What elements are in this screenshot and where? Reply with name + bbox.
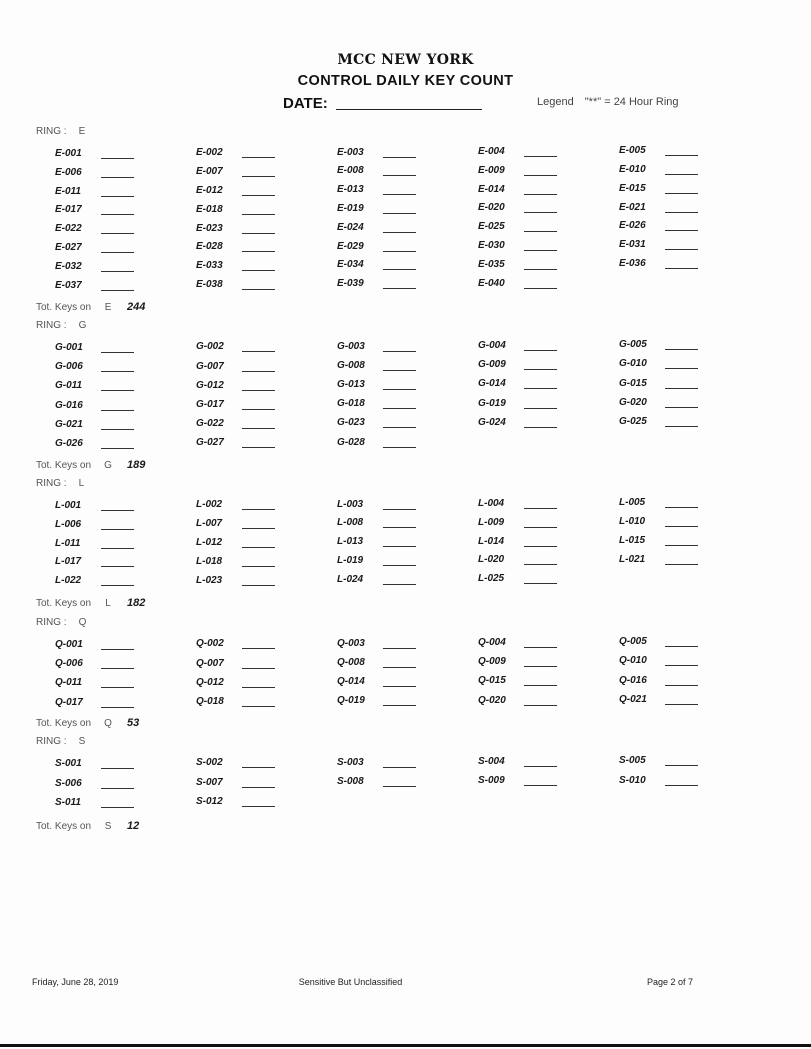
ring-total-letter: S (104, 821, 112, 832)
key-count-blank[interactable] (242, 566, 275, 567)
document-subtitle: CONTROL DAILY KEY COUNT (297, 73, 514, 89)
key-label: E-015 (619, 182, 646, 194)
key-count-blank[interactable] (383, 786, 416, 787)
key-count-blank[interactable] (101, 448, 134, 449)
key-label: E-026 (619, 220, 646, 232)
key-label: L-001 (55, 500, 82, 511)
key-label: G-021 (55, 418, 83, 430)
key-label: E-023 (196, 222, 223, 234)
ring-total-count: 12 (127, 820, 140, 832)
key-count-blank[interactable] (665, 388, 698, 389)
ring-letter: L (78, 478, 85, 489)
key-label: Q-012 (196, 676, 224, 688)
key-label: E-011 (55, 185, 81, 197)
key-label: G-013 (337, 379, 365, 390)
key-label: L-024 (337, 573, 364, 585)
ring-label (36, 126, 85, 137)
key-label: S-012 (196, 796, 223, 808)
key-count-blank[interactable] (524, 175, 557, 176)
key-label: G-024 (478, 416, 506, 428)
key-label: Q-019 (337, 695, 365, 707)
key-count-blank[interactable] (665, 665, 698, 666)
key-label: Q-018 (196, 695, 224, 707)
footer-date: Friday, June 28, 2019 (32, 977, 119, 987)
ring-total (36, 820, 139, 832)
key-count-blank[interactable] (101, 352, 134, 353)
key-count-blank[interactable] (101, 390, 134, 391)
key-label: E-009 (478, 164, 505, 176)
key-count-blank[interactable] (101, 158, 134, 159)
key-count-blank[interactable] (524, 250, 557, 251)
ring-letter: E (78, 126, 86, 137)
key-count-blank[interactable] (383, 667, 416, 668)
key-count-blank[interactable] (101, 510, 134, 511)
key-count-blank[interactable] (665, 507, 698, 508)
key-count-blank[interactable] (383, 447, 416, 448)
key-count-blank[interactable] (665, 646, 698, 647)
key-label: L-005 (619, 497, 646, 509)
key-label: G-008 (337, 359, 365, 371)
key-count-blank[interactable] (524, 408, 557, 409)
key-count-blank[interactable] (383, 767, 416, 768)
key-label: G-002 (196, 341, 224, 353)
key-label: G-019 (478, 397, 506, 409)
ring-total-letter: G (104, 460, 112, 471)
key-label: G-007 (196, 360, 224, 372)
key-count-blank[interactable] (524, 785, 557, 786)
key-label: Q-002 (196, 638, 224, 650)
key-count-blank[interactable] (101, 548, 134, 549)
key-count-blank[interactable] (242, 371, 275, 372)
key-count-blank[interactable] (524, 231, 557, 232)
key-count-blank[interactable] (524, 288, 557, 289)
key-label: L-017 (55, 556, 82, 568)
key-label: Q-010 (619, 655, 647, 667)
key-count-blank[interactable] (242, 585, 275, 586)
key-label: Q-014 (337, 676, 365, 687)
key-label: E-004 (478, 145, 505, 157)
key-label: L-022 (55, 575, 82, 587)
key-label: S-006 (55, 777, 82, 789)
key-label: L-014 (478, 535, 505, 547)
key-label: G-011 (55, 380, 83, 392)
ring-label-prefix: RING : (36, 736, 67, 747)
key-count-blank[interactable] (524, 369, 557, 370)
key-count-blank[interactable] (383, 213, 416, 214)
ring-total-count: 244 (127, 301, 146, 313)
key-label: G-018 (337, 398, 365, 410)
key-label: E-027 (55, 242, 82, 253)
key-label: E-037 (55, 279, 82, 291)
key-count-blank[interactable] (101, 668, 134, 669)
key-label: L-025 (478, 573, 505, 585)
key-label: G-022 (196, 418, 224, 430)
key-count-blank[interactable] (665, 526, 698, 527)
ring-total-count: 53 (127, 717, 140, 729)
ring-label-prefix: RING : (36, 617, 67, 628)
ring-letter: G (78, 320, 87, 331)
key-count-blank[interactable] (524, 546, 557, 547)
key-count-blank[interactable] (242, 687, 275, 688)
scan-edge-line (0, 1044, 811, 1047)
document-title: MCC NEW YORK (337, 52, 474, 68)
key-label: G-017 (196, 398, 224, 410)
key-label: E-032 (55, 260, 82, 272)
key-count-blank[interactable] (242, 509, 275, 510)
key-count-blank[interactable] (524, 269, 557, 270)
key-count-blank[interactable] (242, 806, 275, 807)
key-label: L-015 (619, 534, 646, 546)
key-count-blank[interactable] (242, 289, 275, 290)
key-count-blank[interactable] (383, 288, 416, 289)
key-count-blank[interactable] (101, 214, 134, 215)
key-label: L-011 (55, 537, 81, 549)
key-count-blank[interactable] (383, 389, 416, 390)
key-count-blank[interactable] (242, 251, 275, 252)
key-label: E-028 (196, 241, 223, 253)
key-count-blank[interactable] (101, 290, 134, 291)
ring-label (36, 736, 85, 747)
ring-total (36, 717, 139, 729)
ring-label-prefix: RING : (36, 320, 67, 331)
key-count-blank[interactable] (383, 686, 416, 687)
key-label: L-003 (337, 498, 364, 510)
key-count-blank[interactable] (383, 157, 416, 158)
ring-total (36, 459, 145, 471)
key-count-blank[interactable] (383, 175, 416, 176)
key-label: Q-016 (619, 674, 647, 686)
key-label: G-004 (478, 339, 506, 351)
key-label: G-020 (619, 396, 647, 408)
key-label: Q-021 (619, 693, 647, 705)
key-label: Q-007 (196, 657, 224, 669)
key-count-blank[interactable] (524, 212, 557, 213)
key-count-blank[interactable] (242, 668, 275, 669)
ring-total (36, 301, 145, 313)
key-label: S-010 (619, 774, 646, 786)
key-label: G-023 (337, 417, 365, 429)
key-label: G-025 (619, 416, 647, 427)
key-label: E-040 (478, 277, 505, 289)
key-label: G-006 (55, 361, 83, 373)
key-count-blank[interactable] (101, 371, 134, 372)
key-count-blank[interactable] (101, 707, 134, 708)
key-label: Q-017 (55, 696, 83, 708)
key-label: S-009 (478, 775, 505, 787)
key-label: E-021 (619, 201, 646, 213)
key-count-blank[interactable] (665, 545, 698, 546)
key-label: E-003 (337, 146, 364, 158)
key-count-blank[interactable] (665, 249, 698, 250)
key-count-blank[interactable] (524, 194, 557, 195)
key-count-blank[interactable] (383, 194, 416, 195)
key-count-blank[interactable] (242, 528, 275, 529)
key-label: E-001 (55, 148, 82, 159)
key-count-blank[interactable] (383, 269, 416, 270)
ring-total (36, 597, 145, 609)
key-count-blank[interactable] (665, 704, 698, 705)
ring-label (36, 617, 86, 628)
key-count-blank[interactable] (101, 585, 134, 586)
key-count-blank[interactable] (383, 648, 416, 649)
ring-total-count: 182 (127, 597, 146, 609)
key-count-blank[interactable] (101, 410, 134, 411)
key-label: L-019 (337, 555, 364, 566)
key-count-blank[interactable] (242, 547, 275, 548)
ring-total-count: 189 (127, 459, 146, 471)
key-label: E-017 (55, 204, 82, 216)
key-count-blank[interactable] (524, 666, 557, 667)
key-count-blank[interactable] (665, 268, 698, 269)
key-label: S-003 (337, 756, 364, 768)
key-label: S-007 (196, 776, 223, 788)
key-count-blank[interactable] (383, 527, 416, 528)
key-label: E-012 (196, 184, 223, 196)
key-count-blank[interactable] (383, 232, 416, 233)
key-label: Q-001 (55, 639, 83, 650)
key-label: E-024 (337, 221, 364, 233)
key-count-blank[interactable] (524, 705, 557, 706)
legend-label: Legend (537, 96, 574, 108)
date-label: DATE: (283, 95, 328, 112)
key-label: L-009 (478, 516, 505, 528)
key-label: L-007 (196, 518, 223, 530)
key-label: Q-011 (55, 677, 83, 689)
key-label: Q-008 (337, 656, 365, 668)
ring-letter: Q (78, 617, 87, 628)
ring-total-prefix: Tot. Keys on (36, 302, 92, 313)
key-label: E-039 (337, 278, 364, 290)
key-label: L-013 (337, 536, 364, 548)
key-count-blank[interactable] (383, 251, 416, 252)
key-count-blank[interactable] (101, 429, 134, 430)
key-label: S-011 (55, 797, 81, 808)
key-count-blank[interactable] (524, 685, 557, 686)
key-count-blank[interactable] (242, 195, 275, 196)
key-count-blank[interactable] (242, 648, 275, 649)
key-label: E-030 (478, 239, 505, 251)
ring-label (36, 478, 84, 489)
key-count-blank[interactable] (665, 407, 698, 408)
key-count-blank[interactable] (242, 787, 275, 788)
key-count-blank[interactable] (665, 212, 698, 213)
key-label: E-006 (55, 166, 82, 178)
key-label: E-010 (619, 164, 646, 175)
ring-total-prefix: Tot. Keys on (36, 821, 92, 832)
key-count-blank[interactable] (383, 351, 416, 352)
key-count-blank[interactable] (665, 230, 698, 231)
ring-total-letter: Q (104, 718, 112, 729)
key-count-blank[interactable] (524, 583, 557, 584)
key-count-blank[interactable] (101, 233, 134, 234)
ring-label-prefix: RING : (36, 478, 67, 489)
key-count-blank[interactable] (524, 647, 557, 648)
key-count-blank[interactable] (524, 564, 557, 565)
key-count-blank[interactable] (101, 687, 134, 688)
key-label: E-007 (196, 166, 223, 178)
key-label: G-005 (619, 339, 647, 351)
key-label: S-008 (337, 776, 364, 788)
footer-classification: Sensitive But Unclassified (298, 977, 403, 987)
key-count-blank[interactable] (665, 368, 698, 369)
key-label: E-022 (55, 223, 82, 235)
key-label: E-035 (478, 258, 505, 270)
key-label: L-002 (196, 499, 223, 511)
key-count-blank[interactable] (242, 270, 275, 271)
key-label: L-018 (196, 555, 223, 567)
key-label: Q-020 (478, 694, 506, 706)
key-count-blank[interactable] (524, 350, 557, 351)
key-count-blank[interactable] (383, 509, 416, 510)
key-label: Q-004 (478, 636, 506, 648)
key-count-blank[interactable] (101, 768, 134, 769)
key-count-blank[interactable] (242, 428, 275, 429)
key-count-blank[interactable] (101, 649, 134, 650)
key-count-blank[interactable] (242, 176, 275, 177)
key-label: L-012 (196, 536, 223, 548)
key-count-blank[interactable] (665, 685, 698, 686)
key-count-blank[interactable] (665, 193, 698, 194)
key-label: L-008 (337, 517, 364, 529)
key-label: E-038 (196, 278, 223, 290)
key-label: E-033 (196, 260, 223, 272)
key-label: G-009 (478, 359, 506, 371)
key-count-blank[interactable] (242, 706, 275, 707)
key-label: E-020 (478, 202, 505, 214)
key-label: G-014 (478, 378, 506, 390)
key-count-blank[interactable] (101, 196, 134, 197)
key-label: E-029 (337, 240, 364, 252)
key-count-blank[interactable] (665, 155, 698, 156)
key-count-blank[interactable] (383, 427, 416, 428)
key-label: E-005 (619, 145, 646, 157)
key-label: G-026 (55, 438, 83, 449)
key-label: G-027 (196, 437, 224, 449)
key-label: G-028 (337, 436, 365, 448)
key-label: G-001 (55, 342, 83, 353)
ring-label-prefix: RING : (36, 126, 67, 137)
key-label: G-015 (619, 377, 647, 389)
legend (537, 96, 679, 108)
key-count-blank[interactable] (524, 156, 557, 157)
key-label: E-036 (619, 258, 646, 269)
ring-label (36, 320, 86, 331)
key-count-blank[interactable] (242, 233, 275, 234)
key-label: G-003 (337, 340, 365, 352)
key-label: Q-009 (478, 656, 506, 668)
key-label: S-004 (478, 755, 505, 767)
ring-total-prefix: Tot. Keys on (36, 598, 92, 609)
key-count-blank[interactable] (242, 409, 275, 410)
key-count-blank[interactable] (242, 390, 275, 391)
key-count-blank[interactable] (101, 788, 134, 789)
key-count-blank[interactable] (101, 807, 134, 808)
key-label: E-031 (619, 239, 646, 251)
key-label: E-013 (337, 184, 364, 196)
key-count-blank[interactable] (383, 408, 416, 409)
legend-text: "**" = 24 Hour Ring (584, 96, 679, 108)
key-count-blank[interactable] (242, 157, 275, 158)
key-count-blank[interactable] (524, 527, 557, 528)
key-label: L-023 (196, 574, 223, 586)
key-label: S-005 (619, 755, 646, 767)
key-count-blank[interactable] (101, 566, 134, 567)
key-count-blank[interactable] (524, 508, 557, 509)
date-field-line (336, 109, 482, 110)
key-count-blank[interactable] (524, 427, 557, 428)
key-count-blank[interactable] (383, 565, 416, 566)
key-count-blank[interactable] (242, 767, 275, 768)
key-label: E-025 (478, 221, 505, 233)
key-count-blank[interactable] (242, 214, 275, 215)
key-label: L-010 (619, 516, 646, 527)
key-count-blank[interactable] (383, 546, 416, 547)
key-label: L-006 (55, 518, 82, 530)
key-count-blank[interactable] (242, 447, 275, 448)
key-count-blank[interactable] (665, 765, 698, 766)
key-label: G-016 (55, 399, 83, 411)
ring-letter: S (78, 736, 86, 747)
key-count-blank[interactable] (101, 177, 134, 178)
ring-total-letter: E (104, 302, 112, 313)
key-label: E-002 (196, 147, 223, 159)
key-count-blank[interactable] (665, 426, 698, 427)
key-label: E-019 (337, 203, 364, 214)
key-label: L-020 (478, 554, 505, 566)
key-count-blank[interactable] (242, 351, 275, 352)
key-label: L-004 (478, 497, 505, 509)
ring-total-prefix: Tot. Keys on (36, 718, 92, 729)
key-label: E-014 (478, 183, 505, 195)
ring-total-prefix: Tot. Keys on (36, 460, 92, 471)
key-label: S-001 (55, 758, 82, 769)
key-count-blank[interactable] (383, 370, 416, 371)
key-count-blank[interactable] (383, 584, 416, 585)
key-count-blank[interactable] (665, 174, 698, 175)
key-label: E-018 (196, 203, 223, 215)
key-label: G-010 (619, 358, 647, 370)
key-label: Q-015 (478, 675, 506, 687)
key-label: E-008 (337, 165, 364, 177)
key-count-blank[interactable] (383, 705, 416, 706)
key-label: Q-005 (619, 636, 647, 648)
key-count-blank[interactable] (101, 271, 134, 272)
key-label: Q-003 (337, 637, 365, 649)
key-count-blank[interactable] (665, 785, 698, 786)
key-count-blank[interactable] (101, 252, 134, 253)
key-label: E-034 (337, 259, 364, 271)
key-count-blank[interactable] (524, 388, 557, 389)
key-label: L-021 (619, 553, 646, 565)
key-label: G-012 (196, 379, 224, 391)
key-count-blank[interactable] (665, 349, 698, 350)
key-label: S-002 (196, 757, 223, 769)
ring-total-letter: L (105, 598, 111, 609)
footer-page-number: Page 2 of 7 (647, 977, 694, 987)
key-count-blank[interactable] (665, 564, 698, 565)
key-count-blank[interactable] (101, 529, 134, 530)
key-label: Q-006 (55, 658, 83, 670)
key-count-blank[interactable] (524, 766, 557, 767)
